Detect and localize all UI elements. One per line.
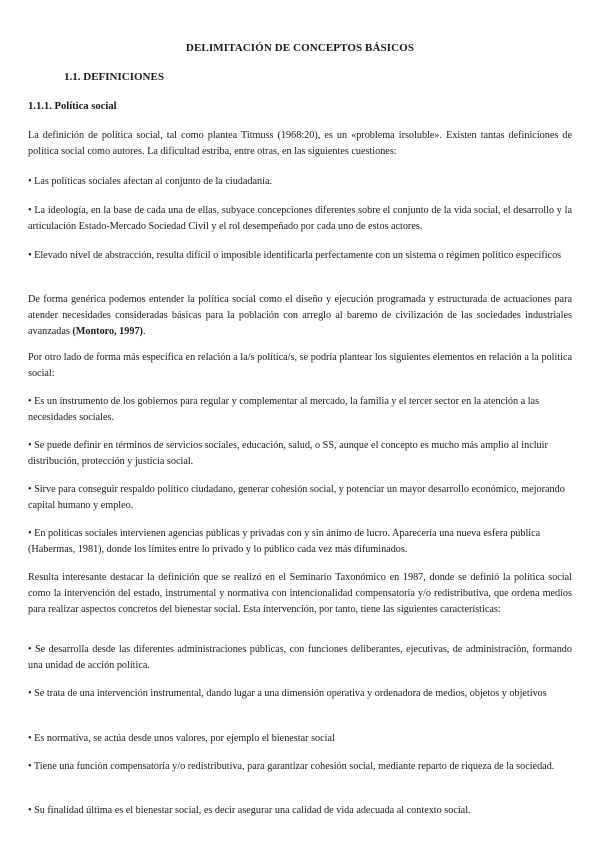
document-title: DELIMITACIÓN DE CONCEPTOS BÁSICOS: [185, 42, 415, 54]
bullet-normativa: • Es normativa, se actúa desde unos valores, por ejemplo el bienestar social: [28, 733, 335, 744]
paragraph-seminario: Resulta interesante destacar la definición que se realizó en el Seminario Taxonómico en 1987, donde se definió la política social como la intervención del estado, instrumental y normativa con intencionalidad compensatoria y/o redistributiva, que ordena medios para realizar aspectos concretos del bienestar social. Esta intervención, por tanto, tiene las siguientes características:: [28, 572, 572, 615]
bullet-instrumental: • Se trata de una intervención instrumental, dando lugar a una dimensión operativa y ordenadora de medios, objetos y objetivos: [28, 688, 547, 699]
section-heading: 1.1. DEFINICIONES: [64, 71, 164, 83]
bullet-agencias: • En políticas sociales intervienen agencias públicas y privadas con y sin ánimo de lucro. Aparecería una nueva esfera pública (Habermas, 1981), donde los límites entre lo privado y lo público cada vez más difuminados.: [28, 528, 541, 555]
bullet-instrumento: • Es un instrumento de los gobiernos para regular y complementar al mercado, la familia y el tercer sector en la atención a las necesidades sociales.: [28, 396, 540, 423]
bullet-abstraccion: • Elevado nivel de abstracción, resulta difícil o imposible identificarla perfectamente con un sistema o régimen político específicos: [28, 250, 562, 261]
bullet-compensatoria: • Tiene una función compensatoria y/o redistributiva, para garantizar cohesión social, mediante reparto de riqueza de la sociedad.: [28, 761, 555, 772]
paragraph-definicion-generica: [28, 292, 572, 340]
paragraph-elementos: Por otro lado de forma más específica en relación a la/s política/s, se podría plantear los siguientes elementos en relación a la política social:: [28, 352, 572, 379]
bullet-administraciones: • Se desarrolla desde las diferentes administraciones públicas, con funciones deliberantes, ejecutivas, de administración, formando una unidad de acción política.: [28, 644, 572, 671]
citation-montoro: (Montoro, 1997): [72, 326, 143, 337]
bullet-finalidad: • Su finalidad última es el bienestar social, es decir asegurar una calidad de vida adecuada al contexto social.: [28, 805, 471, 816]
bullet-servicios: • Se puede definir en términos de servicios sociales, educación, salud, o SS, aunque el concepto es mucho más amplio al incluir distribución, protección y justicia social.: [28, 440, 548, 467]
bullet-ciudadania: • Las políticas sociales afectan al conjunto de la ciudadanía.: [28, 176, 273, 187]
paragraph-intro: La definición de política social, tal como plantea Titmuss (1968:20), es un «problema irsoluble». Existen tantas definiciones de política social como autores. La dificultad estriba, entre otras, en las siguientes cuestiones:: [28, 130, 572, 157]
bullet-respaldo: • Sirve para conseguir respaldo político ciudadano, generar cohesión social, y potenciar un mayor desarrollo económico, mejorando capital humano y empleo.: [28, 484, 565, 511]
definicion-text: De forma genérica podemos entender la política social como el diseño y ejecución programada y estructurada de actuaciones para atender necesidades consideradas básicas para la población con arreglo al baremo de civilización de las sociedades industriales avanzadas: [28, 294, 572, 337]
subsection-heading: 1.1.1. Política social: [28, 101, 117, 112]
bullet-ideologia: • La ideología, en la base de cada una de ellas, subyace concepciones diferentes sobre el conjunto de la vida social, el desarrollo y la articulación Estado-Mercado Sociedad Civil y el rol desempeñado por cada uno de estos actores.: [28, 205, 572, 232]
definicion-end: .: [142, 326, 146, 337]
